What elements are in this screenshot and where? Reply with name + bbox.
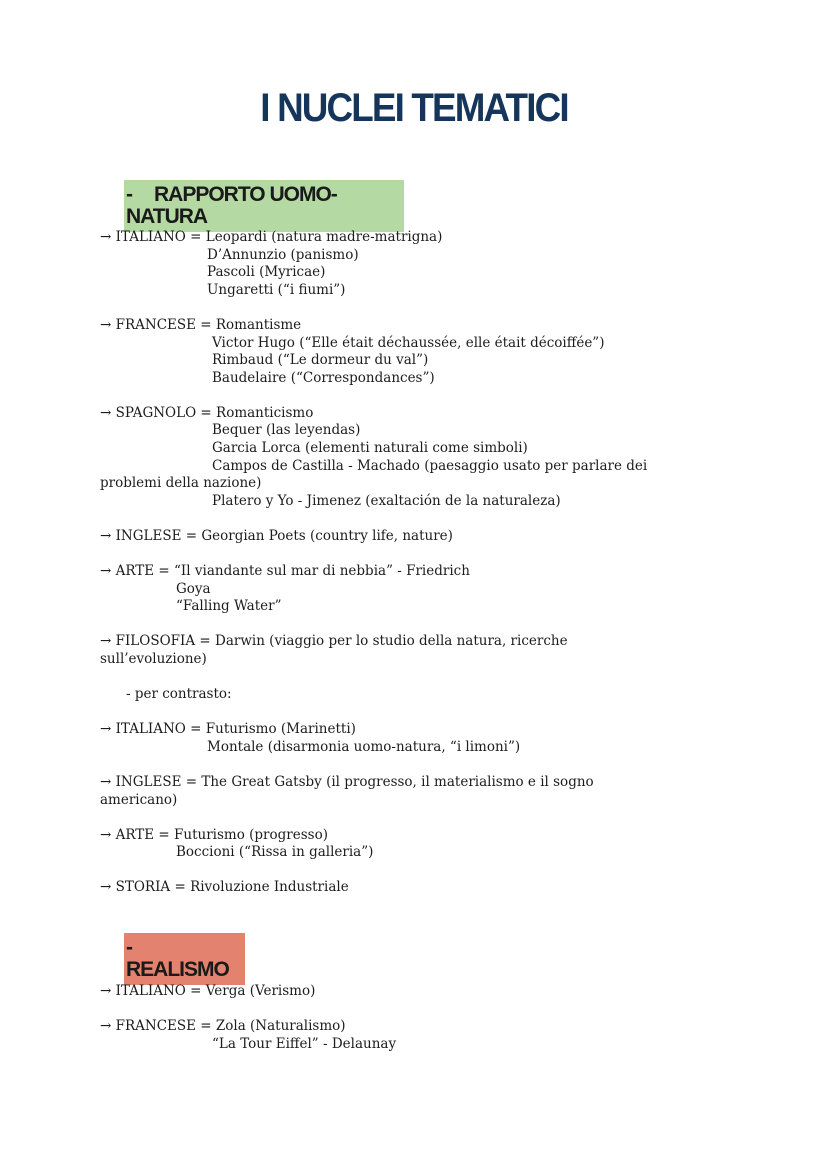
text-line: → SPAGNOLO = Romanticismo [100,405,314,421]
text-line: → ARTE = “Il viandante sul mar di nebbia” - Friedrich [100,563,470,579]
text-line: Garcia Lorca (elementi naturali come simboli) [212,440,528,456]
text-line: Victor Hugo (“Elle était déchaussée, elle était décoiffée”) [212,335,605,351]
text-line: Bequer (las leyendas) [212,422,361,438]
text-line: americano) [100,792,178,808]
text-line: → FILOSOFIA = Darwin (viaggio per lo studio della natura, ricerche [100,633,568,649]
text-line: → FRANCESE = Romantisme [100,317,302,333]
text-line: Rimbaud (“Le dormeur du val”) [212,352,429,368]
text-line: → INGLESE = Georgian Poets (country life, nature) [100,528,453,544]
text-line: D’Annunzio (panismo) [207,247,359,263]
text-line: → ITALIANO = Verga (Verismo) [100,983,316,999]
text-line: Pascoli (Myricae) [207,264,326,280]
text-line: - per contrasto: [126,686,232,702]
text-line: Montale (disarmonia uomo-natura, “i limoni”) [207,739,521,755]
text-line: Goya [176,581,211,597]
text-line: Platero y Yo - Jimenez (exaltación de la naturaleza) [212,493,561,509]
text-line: → ITALIANO = Futurismo (Marinetti) [100,721,356,737]
text-line: Baudelaire (“Correspondances”) [212,370,435,386]
text-line: “Falling Water” [176,598,282,614]
text-line: “La Tour Eiffel” - Delaunay [212,1036,397,1052]
text-line: Ungaretti (“i fiumi”) [207,282,346,298]
text-line: → INGLESE = The Great Gatsby (il progresso, il materialismo e il sogno [100,774,594,790]
section-heading-realismo: -REALISMO [124,933,245,985]
text-line: → ITALIANO = Leopardi (natura madre-matrigna) [100,229,443,245]
text-line: Campos de Castilla - Machado (paesaggio usato per parlare dei [212,458,648,474]
page-title: I NUCLEI TEMATICI [260,86,568,130]
text-line: → ARTE = Futurismo (progresso) [100,827,328,843]
section-heading-rapporto-uomo-natura: - RAPPORTO UOMO-NATURA [124,180,404,232]
text-line: sull’evoluzione) [100,651,207,667]
text-line: problemi della nazione) [100,475,262,491]
text-line: → FRANCESE = Zola (Naturalismo) [100,1018,346,1034]
text-line: Boccioni (“Rissa in galleria”) [176,844,374,860]
text-line: → STORIA = Rivoluzione Industriale [100,879,349,895]
